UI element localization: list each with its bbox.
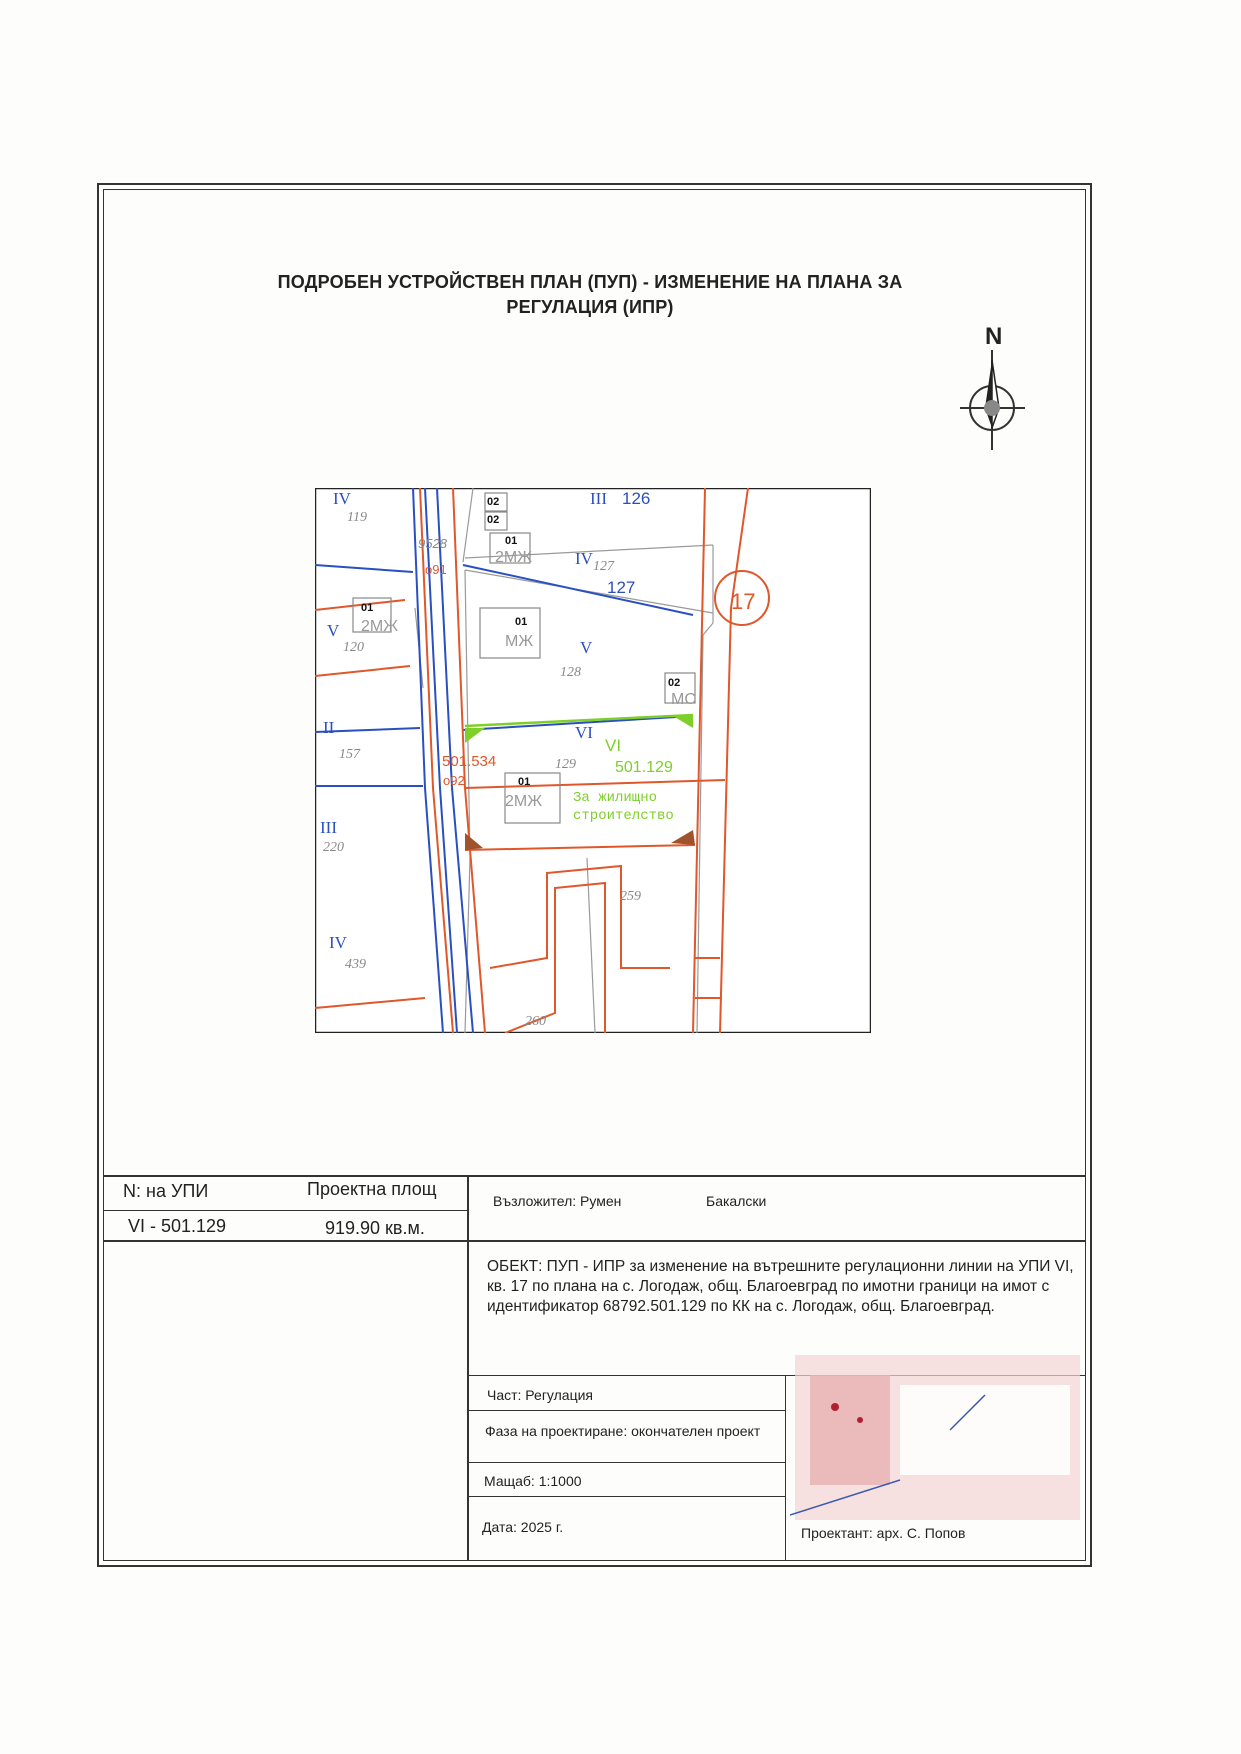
building-type: 2МЖ bbox=[495, 549, 532, 566]
upi-number-header: N: на УПИ bbox=[123, 1181, 209, 1201]
cadastral-map bbox=[315, 488, 871, 1033]
parcel-number: 439 bbox=[345, 957, 366, 972]
parcel-roman: V bbox=[327, 621, 340, 640]
parcel-number: 127 bbox=[593, 559, 614, 574]
titleblock-row-line bbox=[103, 1240, 1086, 1242]
plan-title bbox=[200, 270, 980, 320]
building-number: 01 bbox=[361, 602, 374, 614]
parcel-roman: III bbox=[590, 489, 607, 508]
titleblock-designer-divider bbox=[785, 1375, 786, 1561]
titleblock-part-line bbox=[467, 1410, 785, 1411]
plan-title-line1: ПОДРОБЕН УСТРОЙСТВЕН ПЛАН (ПУП) - ИЗМЕНЕНИЕ НА ПЛАНА ЗА bbox=[277, 272, 903, 292]
parcel-roman: IV bbox=[575, 549, 593, 568]
north-arrow-icon bbox=[955, 320, 1030, 460]
block-number: 17 bbox=[731, 589, 756, 614]
parcel-roman: IV bbox=[333, 489, 351, 508]
object-description: ОБЕКТ: ПУП - ИПР за изменение на вътрешните регулационни линии на УПИ VI, кв. 17 по плана на с. Логодаж, общ. Благоевград по имотни граници на имот с идентификатор 68792.501.129 по КК на с. Логодаж, общ. Благоевград. bbox=[487, 1258, 1074, 1315]
new-upi-id: 501.129 bbox=[615, 759, 673, 776]
building-type: МЖ bbox=[505, 633, 534, 650]
date-label: Дата: 2025 г. bbox=[482, 1519, 564, 1535]
part-label: Част: Регулация bbox=[487, 1387, 593, 1403]
project-area-header: Проектна площ bbox=[307, 1179, 437, 1199]
parcel-number: 126 bbox=[622, 489, 651, 508]
new-upi-roman: VI bbox=[605, 736, 622, 755]
building-number: 01 bbox=[505, 535, 518, 547]
parcel-number: 119 bbox=[347, 510, 367, 525]
scale-label: Мащаб: 1:1000 bbox=[484, 1473, 582, 1489]
plan-title-line2: РЕГУЛАЦИЯ (ИПР) bbox=[506, 297, 674, 317]
new-upi-purpose-line1: За жилищно bbox=[573, 790, 658, 806]
building-type: 2МЖ bbox=[505, 793, 542, 810]
designer-label: Проектант: арх. С. Попов bbox=[801, 1525, 966, 1541]
parcel-roman: V bbox=[580, 638, 593, 657]
parcel-number: 220 bbox=[323, 840, 344, 855]
titleblock-scale-line bbox=[467, 1496, 785, 1497]
parcel-number: 120 bbox=[343, 640, 364, 655]
parcel-number: 129 bbox=[555, 757, 576, 772]
building-number: 01 bbox=[515, 616, 528, 628]
parcel-roman: IV bbox=[329, 933, 347, 952]
client-surname: Бакалски bbox=[706, 1193, 767, 1209]
building-type: МС bbox=[671, 691, 696, 708]
parcel-number: 260 bbox=[525, 1014, 546, 1029]
road-label: о92 bbox=[443, 773, 465, 788]
parcel-roman: III bbox=[320, 818, 337, 837]
parcel-number: 127 bbox=[607, 578, 636, 597]
north-arrow-label: N bbox=[985, 323, 1003, 350]
parcel-number: 128 bbox=[560, 665, 581, 680]
building-number: 02 bbox=[487, 514, 500, 526]
road-label: 501.534 bbox=[442, 753, 497, 770]
client-label: Възложител: Румен bbox=[493, 1193, 622, 1209]
project-area-value: 919.90 кв.м. bbox=[325, 1218, 425, 1238]
titleblock-vertical-divider bbox=[467, 1175, 469, 1561]
building-number: 02 bbox=[487, 496, 500, 508]
building-number: 02 bbox=[668, 677, 681, 689]
parcel-number: 157 bbox=[339, 747, 360, 762]
titleblock-left-header-line bbox=[103, 1210, 468, 1211]
upi-number-value: VI - 501.129 bbox=[128, 1216, 227, 1236]
titleblock-phase-line bbox=[467, 1462, 785, 1463]
new-upi-purpose-line2: строителство bbox=[573, 808, 674, 824]
road-label: 9528 bbox=[418, 536, 447, 551]
titleblock-top-line bbox=[103, 1175, 1086, 1177]
designer-stamp-icon bbox=[790, 1355, 1090, 1535]
parcel-roman: VI bbox=[575, 723, 593, 742]
phase-label: Фаза на проектиране: окончателен проект bbox=[485, 1423, 761, 1439]
building-type: 2МЖ bbox=[361, 618, 398, 635]
parcel-number: 259 bbox=[620, 889, 641, 904]
building-number: 01 bbox=[518, 776, 531, 788]
parcel-roman: II bbox=[323, 718, 335, 737]
road-label: о91 bbox=[425, 562, 447, 577]
